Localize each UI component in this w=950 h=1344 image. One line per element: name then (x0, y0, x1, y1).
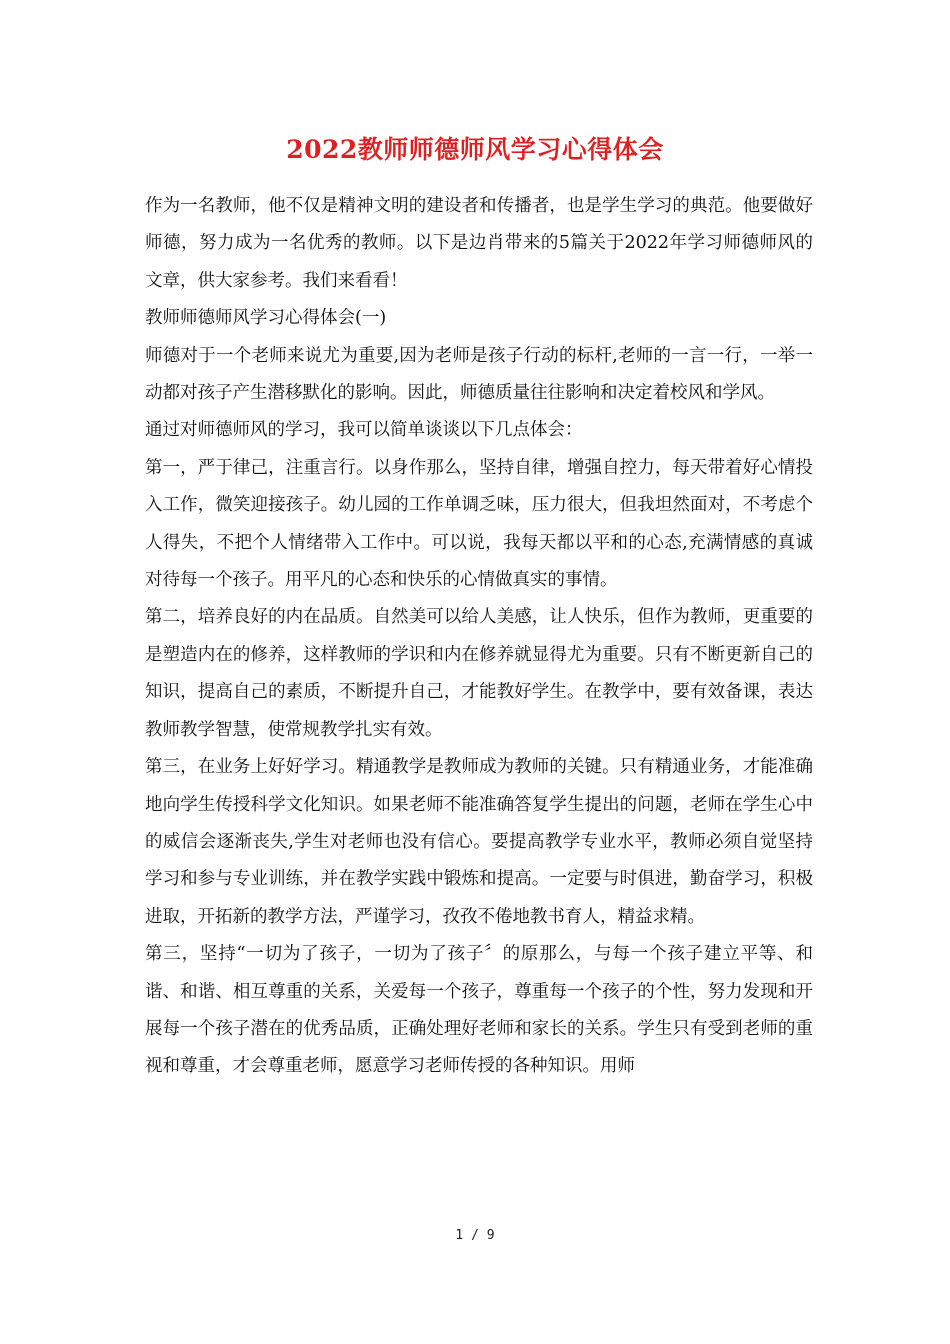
body-paragraph: 第二，培养良好的内在品质。自然美可以给人美感，让人快乐，但作为教师，更重要的是塑造内在的修养，这样教师的学识和内在修养就显得尤为重要。只有不断更新自己的知识，提高自己的素质，不断提升自己，才能教好学生。在教学中，要有效备课，表达教师教学智慧，使常规教学扎实有效。 (145, 607, 813, 740)
document-body (145, 188, 813, 1086)
document-title: 2022教师师德师风学习心得体会 (286, 135, 664, 164)
page-number: 1 / 9 (455, 1228, 495, 1243)
body-paragraph: 师德对于一个老师来说尤为重要,因为老师是孩子行动的标杆,老师的一言一行，一举一动都对孩子产生潜移默化的影响。因此，师德质量往往影响和决定着校风和学风。 (145, 345, 813, 404)
body-paragraph: 通过对师德师风的学习，我可以简单谈谈以下几点体会： (145, 420, 583, 441)
intro-paragraph: 作为一名教师，他不仅是精神文明的建设者和传播者，也是学生学习的典范。他要做好师德，努力成为一名优秀的教师。以下是边肖带来的5篇关于2022年学习师德师风的文章，供大家参考。我们来看看！ (145, 196, 813, 291)
body-paragraph: 第三，在业务上好好学习。精通教学是教师成为教师的关键。只有精通业务，才能准确地向学生传授科学文化知识。如果老师不能准确答复学生提出的问题，老师在学生心中的威信会逐渐丧失,学生对老师也没有信心。要提高教学专业水平，教师必须自觉坚持学习和参与专业训练，并在教学实践中锻炼和提高。一定要与时俱进，勤奋学习，积极进取，开拓新的教学方法，严谨学习，孜孜不倦地教书育人，精益求精。 (145, 757, 813, 927)
body-paragraph: 第一，严于律己，注重言行。以身作那么，坚持自律，增强自控力，每天带着好心情投入工作，微笑迎接孩子。幼儿园的工作单调乏味，压力很大，但我坦然面对，不考虑个人得失，不把个人情绪带入工作中。可以说，我每天都以平和的心态,充满情感的真诚对待每一个孩子。用平凡的心态和快乐的心情做真实的事情。 (145, 457, 813, 591)
section-heading: 教师师德师风学习心得体会(一) (145, 308, 387, 329)
body-paragraph: 第三，坚持“一切为了孩子，一切为了孩子〞的原那么，与每一个孩子建立平等、和谐、和谐、相互尊重的关系，关爱每一个孩子，尊重每一个孩子的个性，努力发现和开展每一个孩子潜在的优秀品质，正确处理好老师和家长的关系。学生只有受到老师的重视和尊重，才会尊重老师，愿意学习老师传授的各种知识。用师 (145, 944, 813, 1077)
